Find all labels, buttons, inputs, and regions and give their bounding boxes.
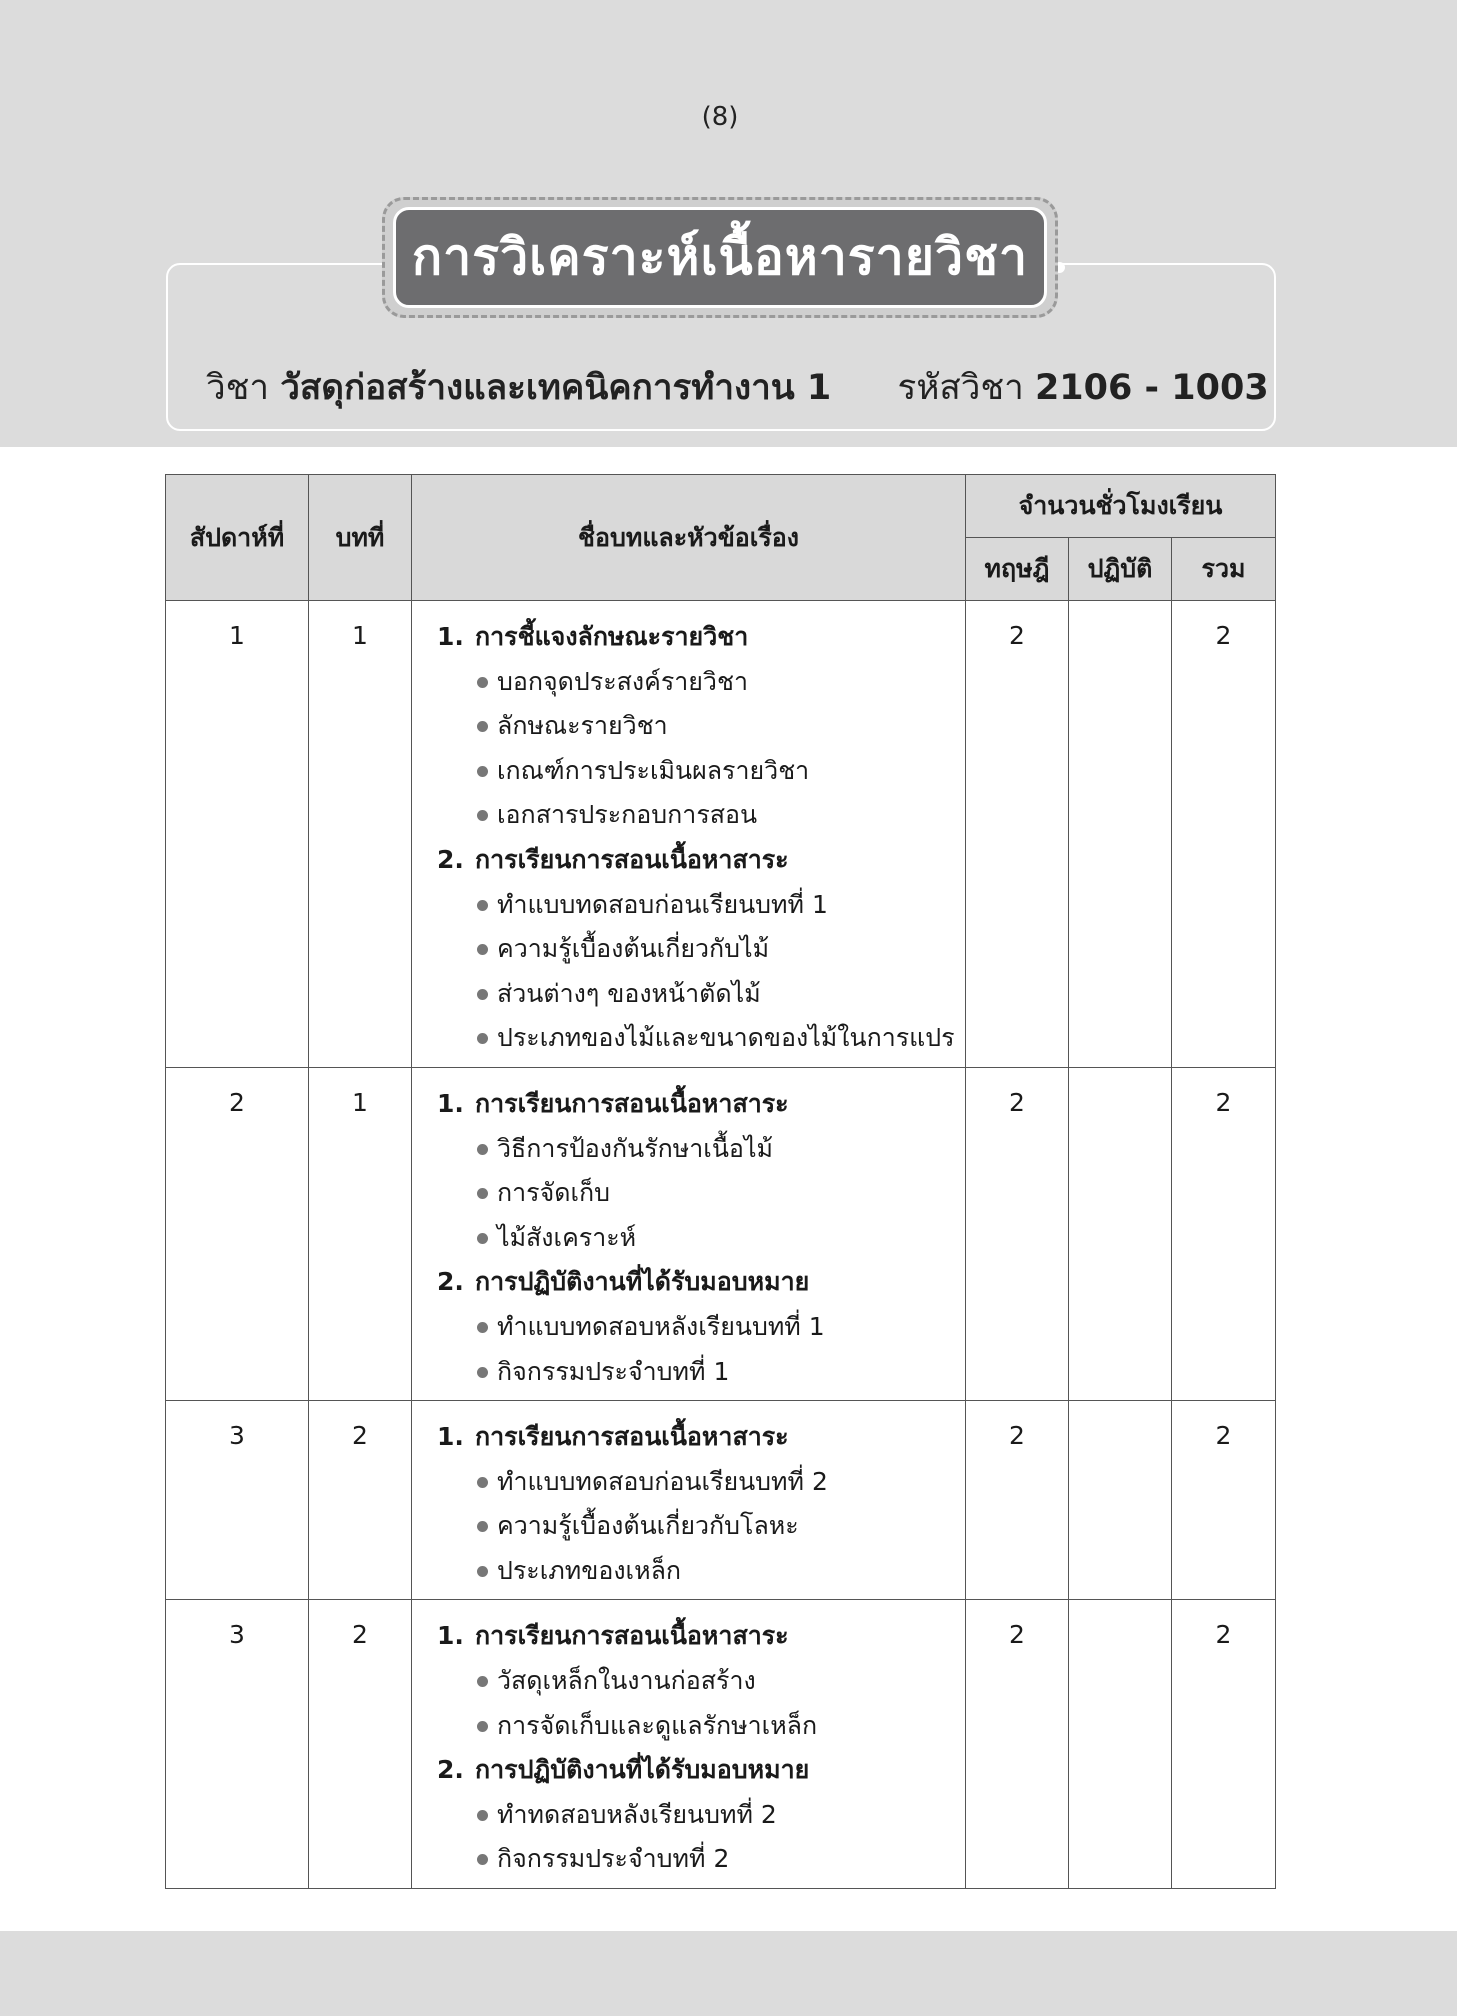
bullet-icon [477, 1566, 488, 1577]
bullet-icon [477, 900, 488, 911]
section-heading [437, 1260, 955, 1305]
section-title: การปฏิบัติงานที่ได้รับมอบหมาย [475, 1755, 810, 1785]
section-number: 1. [437, 622, 464, 651]
bullet-icon [477, 989, 488, 1000]
list-item-text: การจัดเก็บและดูแลรักษาเหล็ก [497, 1710, 818, 1740]
section-title: การชี้แจงลักษณะรายวิชา [475, 622, 749, 651]
header-topics: ชื่อบทและหัวข้อเรื่อง [412, 475, 966, 601]
section-title: การเรียนการสอนเนื้อหาสาระ [475, 1422, 789, 1452]
bullet-icon [477, 1854, 488, 1865]
section-title: การเรียนการสอนเนื้อหาสาระ [475, 1621, 789, 1651]
bullet-icon [477, 1144, 488, 1155]
cell-total: 2 [1172, 1600, 1276, 1889]
bullet-icon [477, 1810, 488, 1821]
list-item-text: ไม้สังเคราะห์ [497, 1222, 637, 1252]
list-item-text: เกณฑ์การประเมินผลรายวิชา [497, 755, 810, 785]
list-item-text: ความรู้เบื้องต้นเกี่ยวกับไม้ [497, 934, 770, 964]
section-heading [437, 1082, 955, 1127]
header-total: รวม [1172, 538, 1276, 601]
bullet-icon [477, 810, 488, 821]
cell-chapter: 1 [309, 1067, 412, 1400]
list-item [437, 1837, 955, 1882]
header-hours: จำนวนชั่วโมงเรียน [966, 475, 1276, 538]
subject-code: 2106 - 1003 [1034, 368, 1269, 408]
list-item [437, 883, 955, 928]
bullet-icon [477, 721, 488, 732]
section-number: 2. [437, 1267, 464, 1297]
section-heading [437, 1415, 955, 1460]
bullet-icon [477, 677, 488, 688]
cell-week: 2 [166, 1067, 309, 1400]
list-item [437, 1016, 955, 1061]
list-item-text: เอกสารประกอบการสอน [497, 800, 758, 830]
bullet-icon [477, 1367, 488, 1378]
list-item [437, 927, 955, 972]
cell-theory: 2 [966, 1067, 1069, 1400]
cell-theory: 2 [966, 601, 1069, 1068]
list-item-text: ความรู้เบื้องต้นเกี่ยวกับโลหะ [497, 1511, 799, 1541]
list-item-text: ทำแบบทดสอบก่อนเรียนบทที่ 1 [497, 889, 828, 919]
bullet-icon [477, 1188, 488, 1199]
list-item [437, 1460, 955, 1505]
list-item [437, 1504, 955, 1549]
page-number: (8) [701, 102, 739, 132]
section-number: 2. [437, 844, 464, 874]
header-theory: ทฤษฎี [966, 538, 1069, 601]
cell-total: 2 [1172, 1401, 1276, 1600]
list-item [437, 1793, 955, 1838]
bullet-icon [477, 1721, 488, 1732]
list-item [437, 1659, 955, 1704]
bullet-icon [477, 1521, 488, 1532]
list-item [437, 704, 955, 749]
cell-topics [412, 1067, 966, 1400]
list-item [437, 1127, 955, 1172]
section-heading [437, 1614, 955, 1659]
list-item-text: วิธีการป้องกันรักษาเนื้อไม้ [497, 1133, 774, 1163]
section-number: 1. [437, 1621, 464, 1651]
cell-theory: 2 [966, 1401, 1069, 1600]
cell-total: 2 [1172, 1067, 1276, 1400]
list-item-text: การจัดเก็บ [497, 1178, 611, 1208]
list-item [437, 1549, 955, 1594]
cell-chapter: 1 [309, 601, 412, 1068]
list-item-text: ทำทดสอบหลังเรียนบทที่ 2 [497, 1799, 777, 1829]
section-heading [437, 615, 955, 660]
cell-chapter: 2 [309, 1600, 412, 1889]
cell-topics [412, 1600, 966, 1889]
cell-practice [1069, 1401, 1172, 1600]
bullet-icon [477, 1477, 488, 1488]
list-item-text: กิจกรรมประจำบทที่ 1 [497, 1356, 730, 1386]
list-item [437, 749, 955, 794]
list-item-text: ส่วนต่างๆ ของหน้าตัดไม้ [497, 978, 761, 1008]
table-row [166, 1067, 1276, 1400]
cell-theory: 2 [966, 1600, 1069, 1889]
subject-label: วิชา [206, 368, 270, 408]
cell-total: 2 [1172, 601, 1276, 1068]
list-item-text: บอกจุดประสงค์รายวิชา [497, 666, 748, 696]
bullet-icon [477, 1676, 488, 1687]
list-item [437, 1171, 955, 1216]
cell-chapter: 2 [309, 1401, 412, 1600]
bullet-icon [477, 944, 488, 955]
bullet-icon [477, 1322, 488, 1333]
section-number: 1. [437, 1088, 464, 1118]
table-body [166, 601, 1276, 1889]
cell-practice [1069, 601, 1172, 1068]
content-analysis-table [165, 474, 1276, 1889]
list-item [437, 793, 955, 838]
subject-line [206, 360, 1269, 415]
bullet-icon [477, 766, 488, 777]
table-row [166, 1600, 1276, 1889]
list-item-text: วัสดุเหล็กในงานก่อสร้าง [497, 1666, 756, 1696]
list-item [437, 1305, 955, 1350]
header-chapter: บทที่ [309, 475, 412, 601]
section-number: 1. [437, 1422, 464, 1452]
subject-name: วัสดุก่อสร้างและเทคนิคการทำงาน 1 [280, 368, 832, 408]
cell-topics [412, 601, 966, 1068]
list-item-text: กิจกรรมประจำบทที่ 2 [497, 1844, 730, 1874]
footer-background [0, 1931, 1457, 2016]
section-title: การเรียนการสอนเนื้อหาสาระ [475, 844, 789, 874]
list-item [437, 660, 955, 705]
list-item [437, 972, 955, 1017]
page-title: การวิเคราะห์เนื้อหารายวิชา [393, 207, 1047, 308]
list-item-text: ประเภทของไม้และขนาดของไม้ในการแปร [497, 1023, 955, 1053]
header-practice: ปฏิบัติ [1069, 538, 1172, 601]
section-heading [437, 1748, 955, 1793]
list-item-text: ลักษณะรายวิชา [497, 711, 668, 741]
list-item [437, 1704, 955, 1749]
cell-week: 3 [166, 1401, 309, 1600]
cell-practice [1069, 1600, 1172, 1889]
table-row [166, 601, 1276, 1068]
section-title: การเรียนการสอนเนื้อหาสาระ [475, 1088, 789, 1118]
cell-topics [412, 1401, 966, 1600]
cell-week: 3 [166, 1600, 309, 1889]
cell-practice [1069, 1067, 1172, 1400]
list-item-text: ทำแบบทดสอบหลังเรียนบทที่ 1 [497, 1311, 825, 1341]
list-item [437, 1350, 955, 1395]
section-number: 2. [437, 1755, 464, 1785]
section-heading [437, 838, 955, 883]
bullet-icon [477, 1233, 488, 1244]
header-week: สัปดาห์ที่ [166, 475, 309, 601]
section-title: การปฏิบัติงานที่ได้รับมอบหมาย [475, 1267, 810, 1297]
list-item-text: ประเภทของเหล็ก [497, 1555, 682, 1585]
subject-code-label: รหัสวิชา [897, 368, 1024, 408]
table-row [166, 1401, 1276, 1600]
list-item [437, 1216, 955, 1261]
bullet-icon [477, 1033, 488, 1044]
list-item-text: ทำแบบทดสอบก่อนเรียนบทที่ 2 [497, 1466, 828, 1496]
cell-week: 1 [166, 601, 309, 1068]
